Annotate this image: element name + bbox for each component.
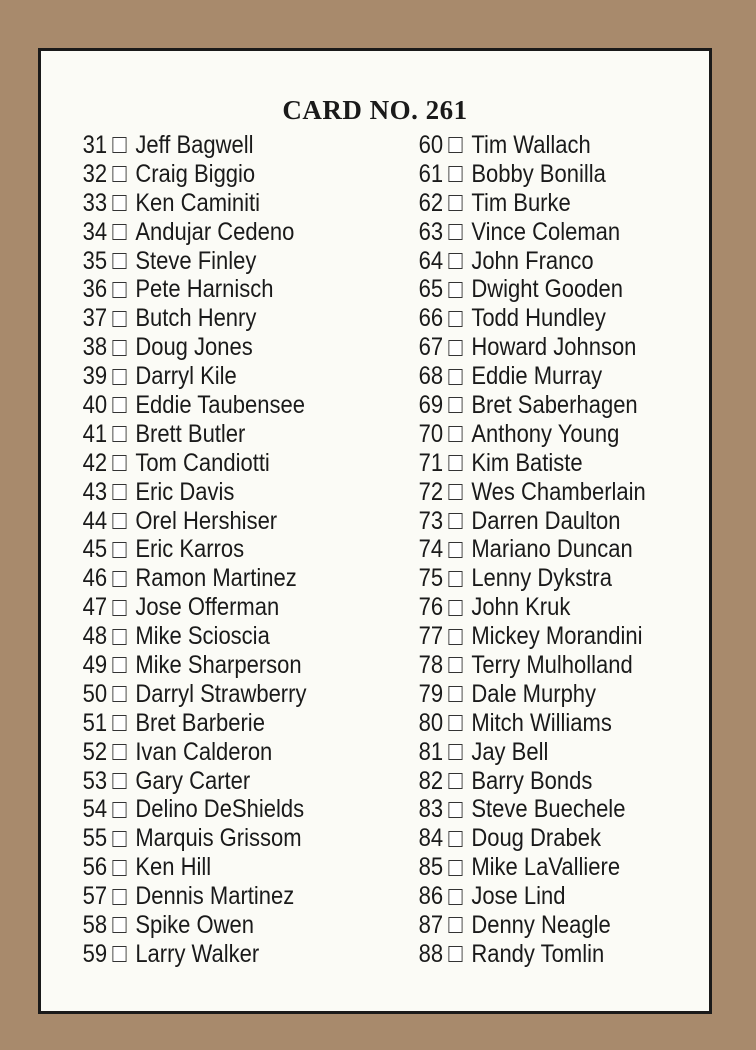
entry-number: 82 (418, 766, 444, 795)
entry-number: 55 (82, 824, 108, 853)
checkbox[interactable] (448, 397, 462, 413)
entry-number: 81 (418, 737, 444, 766)
checklist-entry (79, 622, 306, 651)
checklist-entry (415, 622, 646, 651)
player-name: Darryl Strawberry (135, 679, 307, 708)
entry-number: 58 (82, 911, 108, 939)
entry-number: 85 (418, 853, 444, 882)
player-name: Ken Hill (135, 853, 212, 882)
entry-number: 46 (82, 564, 108, 593)
checkbox[interactable] (448, 224, 462, 240)
entry-number: 75 (418, 564, 444, 593)
entry-number: 83 (418, 795, 444, 824)
player-name: Darryl Kile (135, 362, 237, 391)
player-name: Eddie Murray (471, 362, 603, 391)
player-name: Eric Davis (135, 477, 235, 506)
checkbox[interactable] (448, 137, 462, 153)
checklist-entry (79, 275, 306, 304)
entry-number: 72 (418, 477, 444, 506)
entry-number: 48 (82, 622, 108, 651)
entry-number: 54 (82, 795, 108, 824)
player-name: Doug Drabek (471, 824, 601, 853)
checklist-card (38, 48, 712, 1014)
checkbox[interactable] (448, 282, 462, 298)
checklist-entry (79, 680, 306, 709)
checklist-entry (79, 507, 306, 536)
checklist-entry (79, 853, 306, 882)
player-name: Orel Hershiser (135, 506, 278, 535)
player-name: Dwight Gooden (471, 275, 623, 304)
checkbox[interactable] (112, 369, 126, 385)
checkbox[interactable] (448, 917, 462, 933)
entry-number: 41 (82, 419, 108, 448)
checklist-entry (79, 333, 306, 362)
checkbox[interactable] (112, 484, 126, 500)
checklist-column-right (415, 131, 677, 969)
player-name: Steve Buechele (471, 795, 626, 824)
checkbox[interactable] (112, 253, 126, 269)
checkbox[interactable] (112, 744, 126, 760)
entry-number: 43 (82, 477, 108, 506)
player-name: Tom Candiotti (135, 448, 270, 477)
entry-number: 74 (418, 535, 444, 564)
checkbox[interactable] (112, 397, 126, 413)
checkbox[interactable] (448, 657, 462, 673)
checklist-entry (415, 131, 646, 160)
player-name: John Franco (471, 246, 594, 275)
entry-number: 39 (82, 362, 108, 391)
entry-number: 84 (418, 824, 444, 853)
checkbox[interactable] (112, 137, 126, 153)
checklist-entry (79, 218, 306, 247)
checkbox[interactable] (448, 426, 462, 442)
player-name: Bret Saberhagen (471, 390, 638, 419)
player-name: Gary Carter (135, 766, 251, 795)
entry-number: 61 (418, 159, 444, 188)
checklist-entry (415, 767, 646, 796)
player-name: Spike Owen (135, 911, 254, 939)
checkbox[interactable] (448, 946, 462, 962)
checklist-entry (79, 131, 306, 160)
player-name: Larry Walker (135, 939, 260, 968)
player-name: Wes Chamberlain (471, 477, 646, 506)
player-name: Mickey Morandini (471, 622, 643, 651)
checklist-entry (79, 824, 306, 853)
entry-number: 42 (82, 448, 108, 477)
player-name: Jose Lind (471, 882, 566, 911)
player-name: Terry Mulholland (471, 650, 633, 679)
checkbox[interactable] (112, 195, 126, 211)
entry-number: 62 (418, 188, 444, 217)
checklist-entry (415, 449, 646, 478)
checklist-entry (415, 824, 646, 853)
entry-number: 44 (82, 506, 108, 535)
checklist-entry (79, 304, 306, 333)
player-name: John Kruk (471, 593, 571, 622)
checklist-entry (79, 362, 306, 391)
checklist-entry (79, 391, 306, 420)
entry-number: 86 (418, 882, 444, 911)
player-name: Mike LaValliere (471, 853, 621, 882)
checklist-entry (415, 709, 646, 738)
checkbox[interactable] (448, 311, 462, 327)
checklist-entry (415, 478, 646, 507)
entry-number: 68 (418, 362, 444, 391)
checklist-entry (79, 940, 306, 969)
player-name: Delino DeShields (135, 795, 305, 824)
checklist-entry (79, 535, 306, 564)
entry-number: 60 (418, 130, 444, 159)
player-name: Tim Wallach (471, 130, 591, 159)
entry-number: 32 (82, 159, 108, 188)
player-name: Jeff Bagwell (135, 130, 254, 159)
checklist-entry (415, 795, 646, 824)
checklist-entry (415, 391, 646, 420)
entry-number: 52 (82, 737, 108, 766)
player-name: Dennis Martinez (135, 882, 295, 911)
checklist-entry (415, 593, 646, 622)
checkbox[interactable] (448, 831, 462, 847)
checklist-entry (415, 304, 646, 333)
player-name: Kim Batiste (471, 448, 583, 477)
checklist-entry (79, 160, 306, 189)
checkbox[interactable] (448, 686, 462, 702)
checklist-entry (415, 507, 646, 536)
player-name: Tim Burke (471, 188, 571, 217)
checklist-entry (79, 882, 306, 911)
checklist-entry (415, 940, 646, 969)
entry-number: 51 (82, 708, 108, 737)
player-name: Darren Daulton (471, 506, 621, 535)
checklist-column-left (79, 131, 337, 969)
entry-number: 31 (82, 130, 108, 159)
checkbox[interactable] (448, 860, 462, 876)
player-name: Lenny Dykstra (471, 564, 612, 593)
checklist-entry (79, 420, 306, 449)
player-name: Mariano Duncan (471, 535, 633, 564)
checkbox[interactable] (112, 889, 126, 905)
player-name: Todd Hundley (471, 304, 606, 333)
player-name: Mike Sharperson (135, 650, 302, 679)
checkbox[interactable] (448, 889, 462, 905)
checkbox[interactable] (112, 773, 126, 789)
entry-number: 37 (82, 304, 108, 333)
checklist-entry (79, 449, 306, 478)
checkbox[interactable] (112, 455, 126, 471)
entry-number: 71 (418, 448, 444, 477)
checklist-entry (415, 680, 646, 709)
entry-number: 64 (418, 246, 444, 275)
checklist-entry (415, 189, 646, 218)
checkbox[interactable] (448, 455, 462, 471)
checkbox[interactable] (112, 831, 126, 847)
player-name: Ramon Martinez (135, 564, 297, 593)
checkbox[interactable] (112, 629, 126, 645)
checklist-entry (79, 593, 306, 622)
entry-number: 69 (418, 390, 444, 419)
entry-number: 33 (82, 188, 108, 217)
player-name: Howard Johnson (471, 333, 637, 362)
player-name: Andujar Cedeno (135, 217, 295, 246)
entry-number: 70 (418, 419, 444, 448)
player-name: Doug Jones (135, 333, 253, 362)
player-name: Anthony Young (471, 419, 620, 448)
checkbox[interactable] (112, 946, 126, 962)
entry-number: 67 (418, 333, 444, 362)
checkbox[interactable] (112, 311, 126, 327)
entry-number: 38 (82, 333, 108, 362)
entry-number: 77 (418, 622, 444, 651)
checklist-entry (79, 795, 306, 824)
player-name: Mike Scioscia (135, 622, 270, 651)
player-name: Denny Neagle (471, 911, 611, 939)
checkbox[interactable] (448, 744, 462, 760)
player-name: Marquis Grissom (135, 824, 302, 853)
entry-number: 49 (82, 650, 108, 679)
checkbox[interactable] (448, 715, 462, 731)
player-name: Brett Butler (135, 419, 246, 448)
checklist-entry (415, 535, 646, 564)
entry-number: 35 (82, 246, 108, 275)
checklist-entry (79, 738, 306, 767)
entry-number: 45 (82, 535, 108, 564)
player-name: Ivan Calderon (135, 737, 273, 766)
checkbox[interactable] (112, 860, 126, 876)
checklist-entry (79, 189, 306, 218)
checkbox[interactable] (112, 600, 126, 616)
entry-number: 40 (82, 390, 108, 419)
player-name: Dale Murphy (471, 679, 597, 708)
entry-number: 88 (418, 939, 444, 968)
checkbox[interactable] (112, 715, 126, 731)
checkbox[interactable] (112, 802, 126, 818)
checkbox[interactable] (112, 917, 126, 933)
checkbox[interactable] (112, 340, 126, 356)
player-name: Steve Finley (135, 246, 257, 275)
checkbox[interactable] (448, 802, 462, 818)
entry-number: 34 (82, 217, 108, 246)
checkbox[interactable] (448, 542, 462, 558)
checkbox[interactable] (448, 340, 462, 356)
checkbox[interactable] (112, 657, 126, 673)
checkbox[interactable] (448, 629, 462, 645)
player-name: Mitch Williams (471, 708, 612, 737)
checklist-entry (415, 333, 646, 362)
checklist-entry (79, 478, 306, 507)
checkbox[interactable] (112, 686, 126, 702)
entry-number: 36 (82, 275, 108, 304)
player-name: Ken Caminiti (135, 188, 261, 217)
checklist-entry (415, 911, 646, 940)
checkbox[interactable] (112, 166, 126, 182)
player-name: Eric Karros (135, 535, 245, 564)
checkbox[interactable] (448, 166, 462, 182)
entry-number: 80 (418, 708, 444, 737)
card-title: CARD NO. 261 (282, 95, 468, 125)
checklist-entry (415, 362, 646, 391)
checklist-entry (79, 767, 306, 796)
entry-number: 87 (418, 911, 444, 939)
checkbox[interactable] (112, 224, 126, 240)
entry-number: 65 (418, 275, 444, 304)
checkbox[interactable] (112, 571, 126, 587)
player-name: Butch Henry (135, 304, 257, 333)
entry-number: 66 (418, 304, 444, 333)
player-name: Bobby Bonilla (471, 159, 606, 188)
entry-number: 50 (82, 679, 108, 708)
checkbox[interactable] (448, 773, 462, 789)
checkbox[interactable] (112, 282, 126, 298)
entry-number: 56 (82, 853, 108, 882)
player-name: Bret Barberie (135, 708, 265, 737)
player-name: Vince Coleman (471, 217, 621, 246)
entry-number: 59 (82, 939, 108, 968)
checkbox[interactable] (112, 513, 126, 529)
checkbox[interactable] (448, 369, 462, 385)
entry-number: 78 (418, 650, 444, 679)
checklist-entry (415, 420, 646, 449)
player-name: Eddie Taubensee (135, 390, 305, 419)
checkbox[interactable] (448, 484, 462, 500)
checklist-entry (415, 275, 646, 304)
entry-number: 79 (418, 679, 444, 708)
player-name: Jay Bell (471, 737, 549, 766)
checklist-entry (415, 160, 646, 189)
checklist-entry (415, 218, 646, 247)
checklist-entry (79, 247, 306, 276)
player-name: Randy Tomlin (471, 939, 605, 968)
checkbox[interactable] (448, 600, 462, 616)
checkbox[interactable] (112, 542, 126, 558)
entry-number: 76 (418, 593, 444, 622)
checklist-entry (79, 911, 306, 940)
checklist-entry (79, 564, 306, 593)
checkbox[interactable] (112, 426, 126, 442)
checklist-entry (415, 882, 646, 911)
checkbox[interactable] (448, 195, 462, 211)
player-name: Jose Offerman (135, 593, 280, 622)
entry-number: 53 (82, 766, 108, 795)
checklist-entry (79, 651, 306, 680)
entry-number: 73 (418, 506, 444, 535)
player-name: Pete Harnisch (135, 275, 274, 304)
checklist-entry (415, 738, 646, 767)
entry-number: 63 (418, 217, 444, 246)
checklist-entry (415, 564, 646, 593)
checklist-entry (415, 853, 646, 882)
checkbox[interactable] (448, 571, 462, 587)
checkbox[interactable] (448, 513, 462, 529)
checkbox[interactable] (448, 253, 462, 269)
player-name: Craig Biggio (135, 159, 256, 188)
checklist-entry (415, 651, 646, 680)
player-name: Barry Bonds (471, 766, 593, 795)
entry-number: 47 (82, 593, 108, 622)
entry-number: 57 (82, 882, 108, 911)
checklist-entry (415, 247, 646, 276)
checklist-entry (79, 709, 306, 738)
